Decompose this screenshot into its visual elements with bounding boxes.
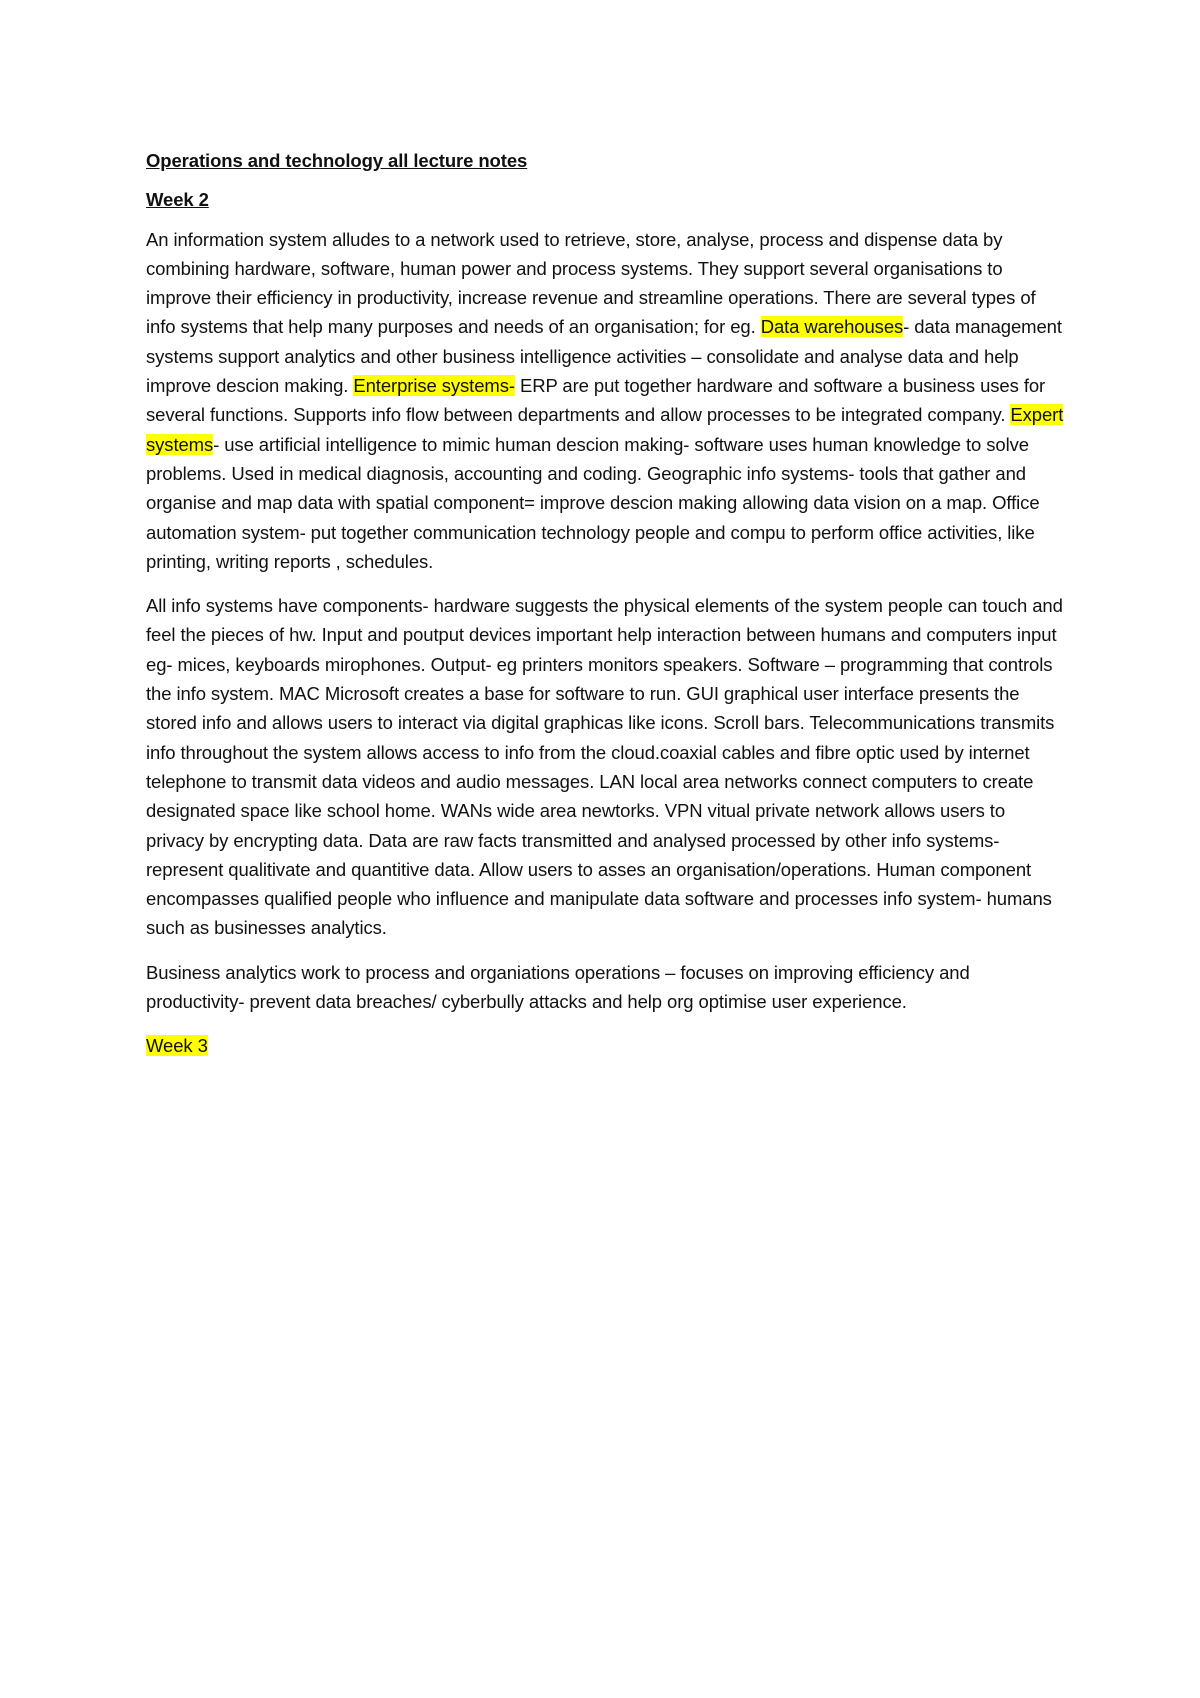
highlight-enterprise-systems: Enterprise systems- xyxy=(353,375,515,397)
paragraph-business-analytics: Business analytics work to process and organiations operations – focuses on improving efficiency and productivity- prevent data breaches/ cyberbully attacks and help org optimise user experience. xyxy=(146,961,970,1013)
highlight-expert-systems: Expert systems xyxy=(146,404,1064,455)
paragraph-text: ERP are put together hardware and software a business uses for several functions. Supports info flow between departments and allow processes to be integrated company. xyxy=(146,375,1046,426)
paragraph-text: - data management systems support analytics and other business intelligence activities – consolidate and analyse data and help improve descion making. xyxy=(146,316,1062,397)
highlight-data-warehouses: Data warehouses xyxy=(760,316,904,338)
document-body xyxy=(146,146,1066,1061)
document-title: Operations and technology all lecture notes xyxy=(146,150,528,171)
paragraph-text: An information system alludes to a network used to retrieve, store, analyse, process and dispense data by combining hardware, software, human power and process systems. They support several organisations to improve their efficiency in productivity, increase revenue and streamline operations. There are several types of info systems that help many purposes and needs of an organisation; for eg. xyxy=(146,228,1036,338)
paragraph-components: All info systems have components- hardware suggests the physical elements of the system people can touch and feel the pieces of hw. Input and poutput devices important help interaction between humans and computers input eg- mices, keyboards mirophones. Output- eg printers monitors speakers. Software – programming that controls the info system. MAC Microsoft creates a base for software to run. GUI graphical user interface presents the stored info and allows users to interact via digital graphicas like icons. Scroll bars. Telecommunications transmits info throughout the system allows access to info from the cloud.coaxial cables and fibre optic used by internet telephone to transmit data videos and audio messages. LAN local area networks connect computers to create designated space like school home. WANs wide area newtorks. VPN vitual private network allows users to privacy by encrypting data. Data are raw facts transmitted and analysed processed by other info systems- represent qualitivate and quantitive data. Allow users to asses an organisation/operations. Human component encompasses qualified people who influence and manipulate data software and processes info system- humans such as businesses analytics. xyxy=(146,595,1063,939)
highlight-week-3: Week 3 xyxy=(146,1035,208,1057)
paragraph-information-systems xyxy=(146,225,1066,577)
paragraph-text: - use artificial intelligence to mimic human descion making- software uses human knowledge to solve problems. Used in medical diagnosis, accounting and coding. Geographic info systems- tools that gather and organise and map data with spatial component= improve descion making allowing data vision on a map. Office automation system- put together communication technology people and compu to perform office activities, like printing, writing reports , schedules. xyxy=(146,433,1040,572)
week-2-heading: Week 2 xyxy=(146,189,209,211)
week-3-heading xyxy=(146,1031,1066,1060)
